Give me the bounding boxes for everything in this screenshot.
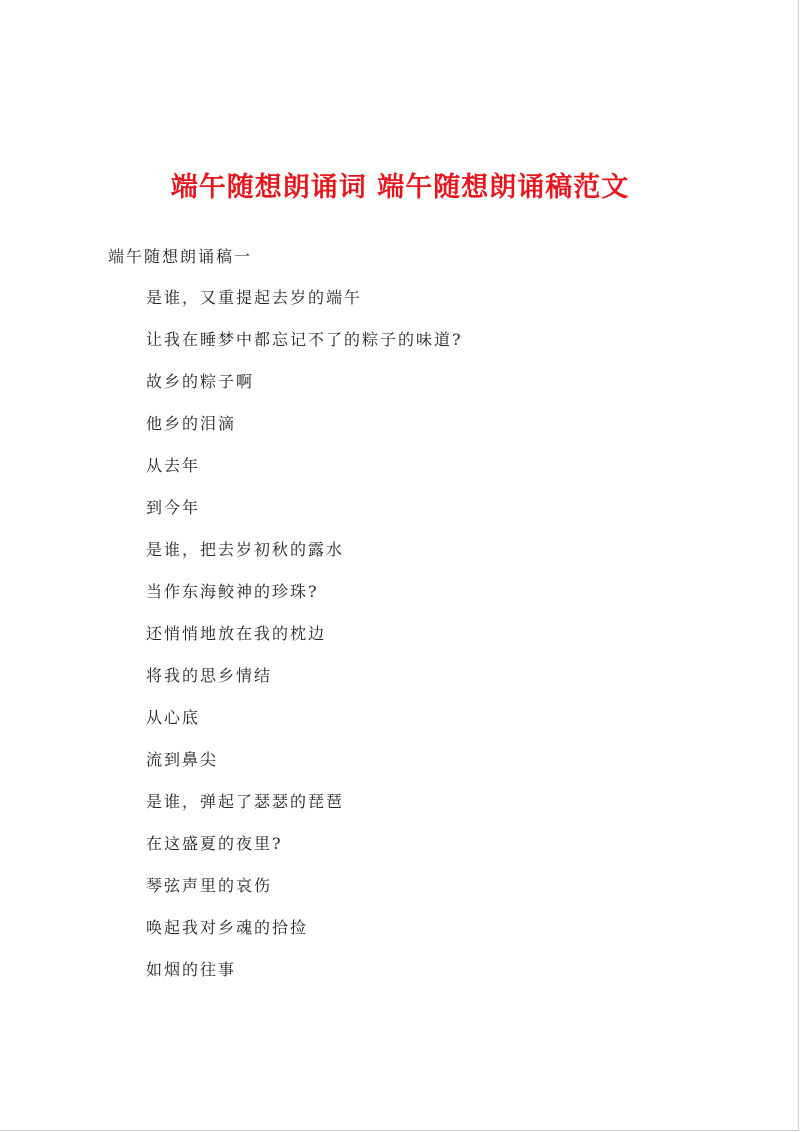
poem-line: 从心底 (146, 708, 201, 727)
poem-line: 如烟的往事 (146, 960, 237, 979)
poem-line: 唤起我对乡魂的拾捡 (146, 918, 309, 937)
poem-line: 是谁，又重提起去岁的端午 (146, 288, 363, 307)
poem-line: 流到鼻尖 (146, 750, 219, 769)
poem-line: 是谁，把去岁初秋的露水 (146, 540, 345, 559)
poem-line: 故乡的粽子啊 (146, 372, 255, 391)
poem-line: 在这盛夏的夜里? (146, 834, 283, 853)
poem-line: 当作东海鲛神的珍珠? (146, 582, 319, 601)
poem-line: 他乡的泪滴 (146, 414, 237, 433)
poem-line: 是谁，弹起了瑟瑟的琵琶 (146, 792, 345, 811)
poem-line: 还悄悄地放在我的枕边 (146, 624, 327, 643)
section-heading: 端午随想朗诵稿一 (108, 247, 253, 266)
poem-line: 到今年 (146, 498, 201, 517)
document-title: 端午随想朗诵词 端午随想朗诵稿范文 (170, 172, 630, 203)
poem-line: 将我的思乡情结 (146, 666, 273, 685)
poem-line: 从去年 (146, 456, 201, 475)
poem-line: 让我在睡梦中都忘记不了的粽子的味道? (146, 330, 463, 349)
poem-lines (146, 286, 463, 1000)
poem-line: 琴弦声里的哀伤 (146, 876, 273, 895)
